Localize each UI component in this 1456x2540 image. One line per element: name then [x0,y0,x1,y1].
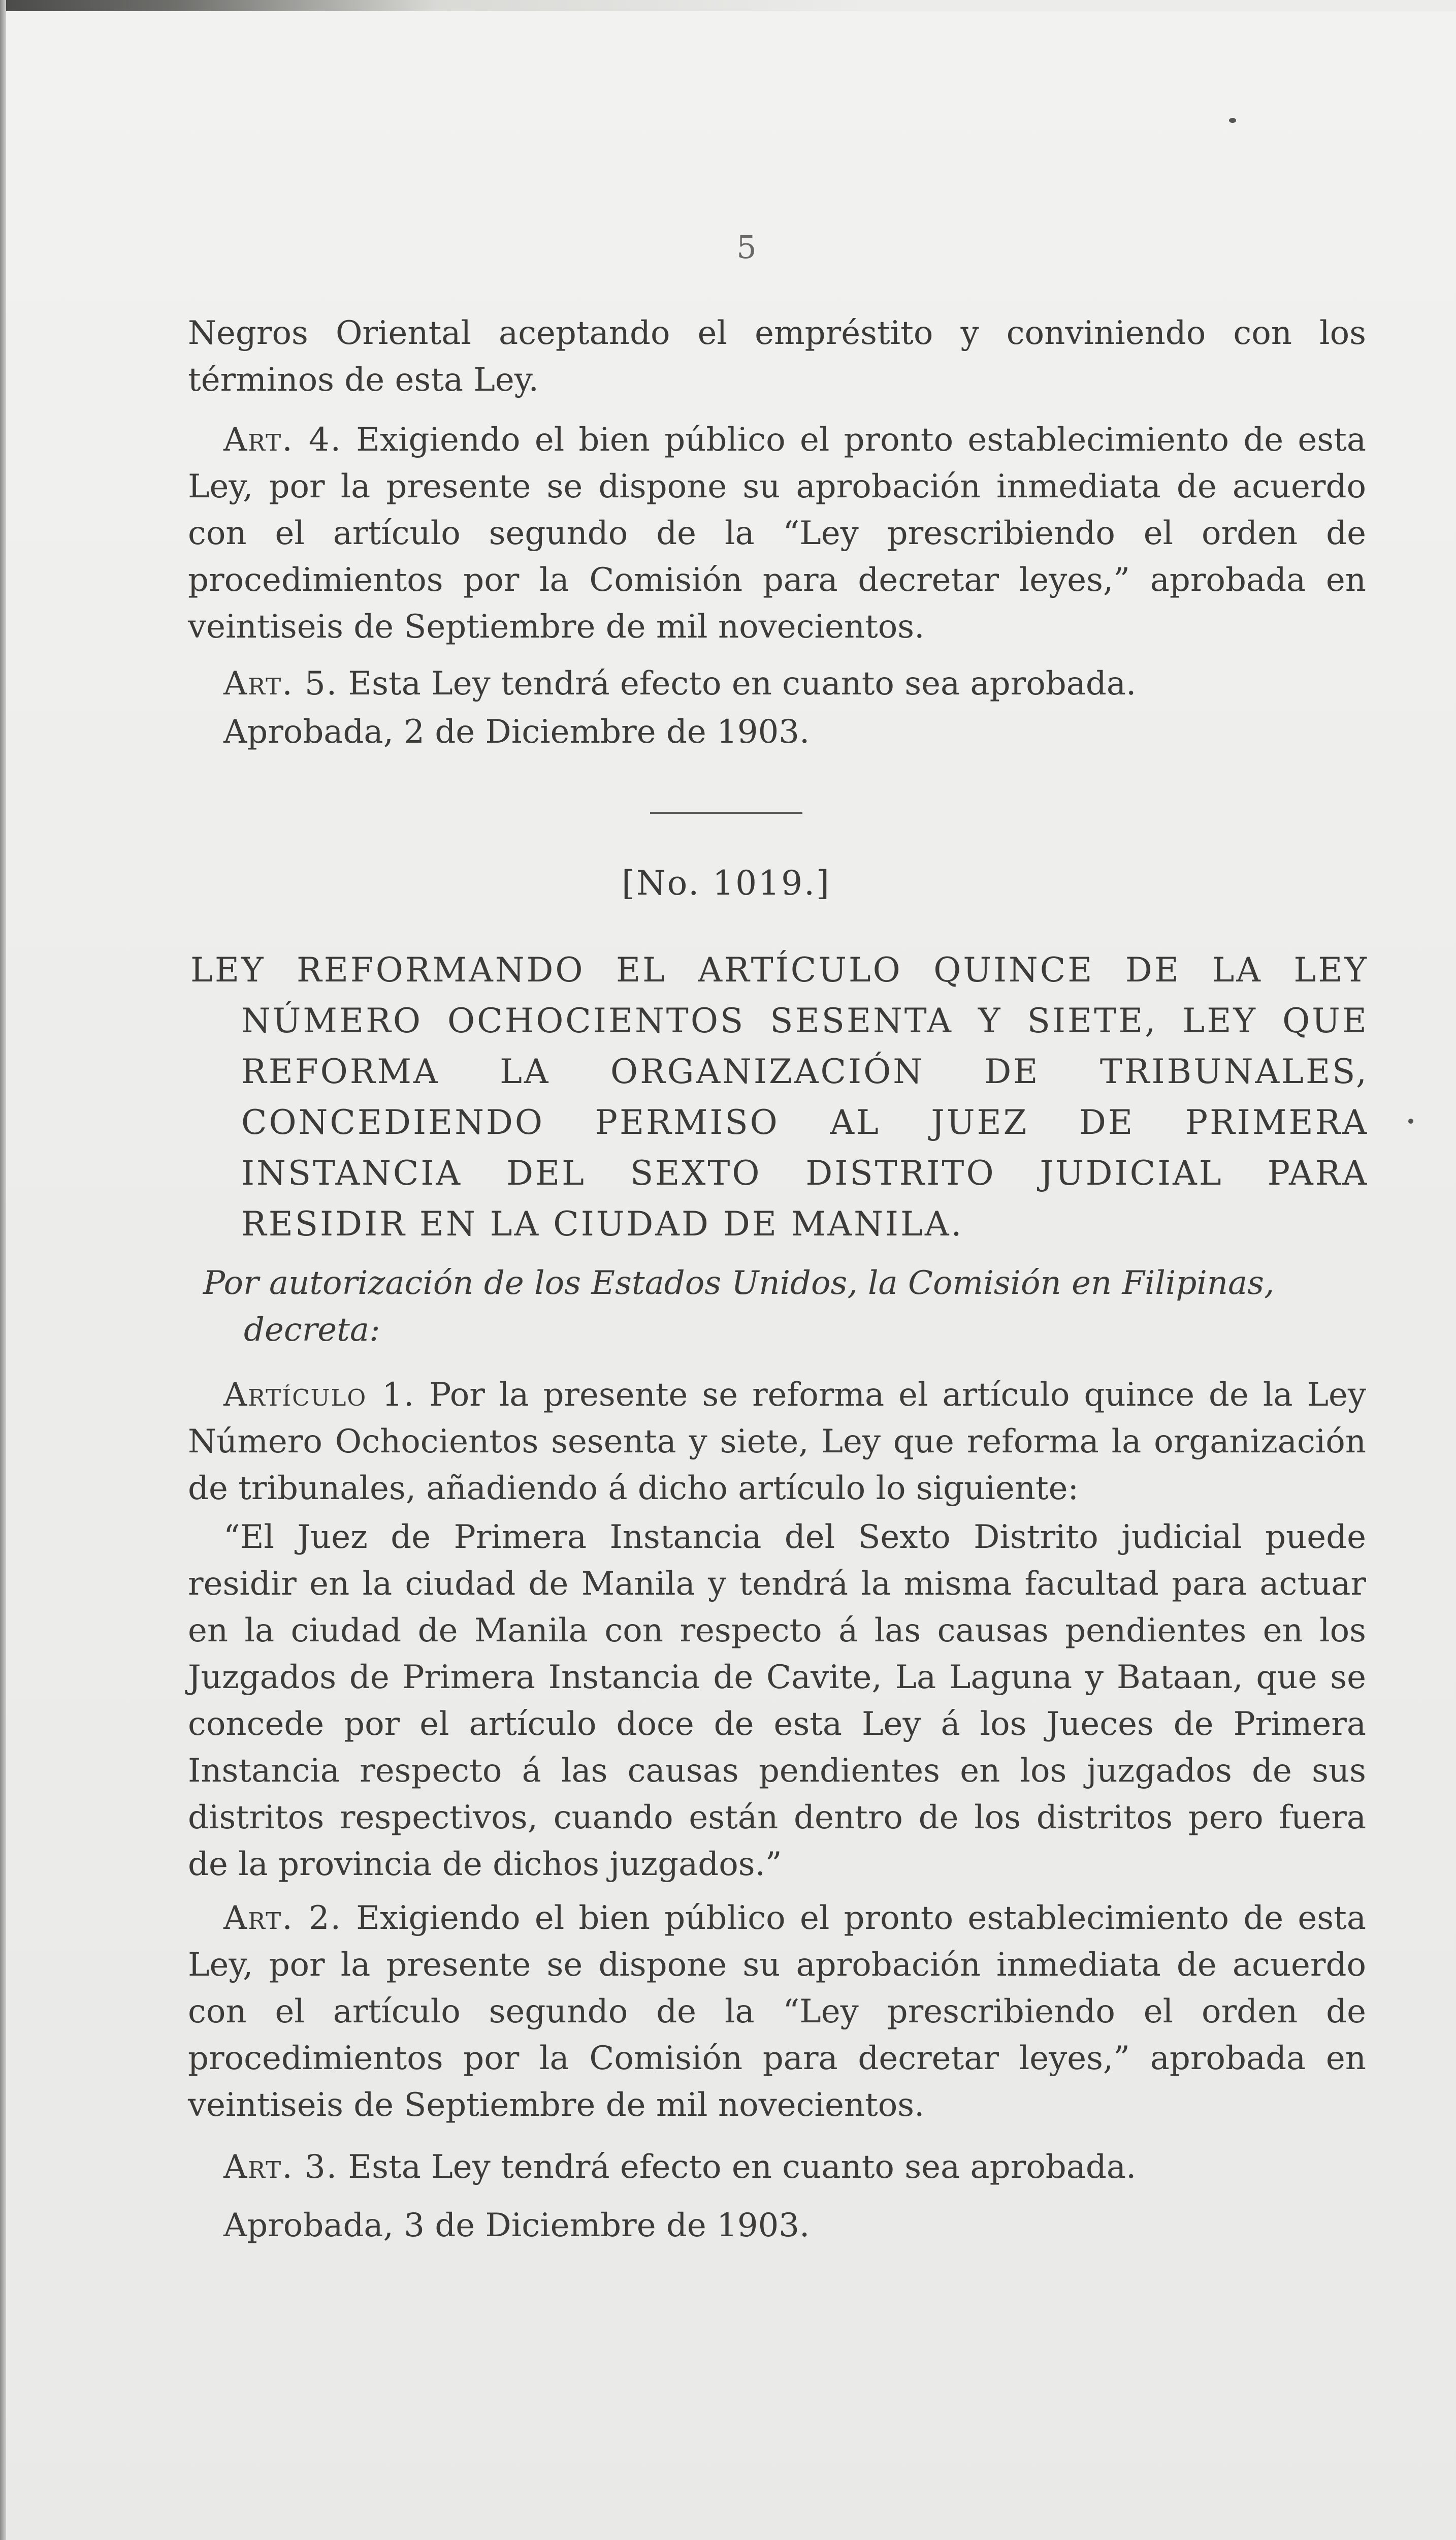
article-5-label: Art. 5. [223,665,338,703]
enacting-clause: Por autorización de los Estados Unidos, la Comisión en Filipinas, decreta: [203,1264,1275,1349]
article-3-paragraph [188,2144,1366,2190]
ink-speck [1408,1119,1413,1124]
approval-date-first [188,709,1366,755]
page-left-edge [0,0,6,2540]
page-top-edge [0,0,1456,11]
law-title: LEY REFORMANDO EL ARTÍCULO QUINCE DE LA LEY NÚMERO OCHOCIENTOS SESENTA Y SIETE, LEY QUE REFORMA LA ORGANIZACIÓN DE TRIBUNALES, CONCEDIENDO PERMISO AL JUEZ DE PRIMERA INSTANCIA DEL SEXTO DISTRITO JUDICIAL PARA RESIDIR EN LA CIUDAD DE MANILA. [190,950,1369,1244]
continuation-text: Negros Oriental aceptando el empréstito y conviniendo con los términos de esta Ley. [188,314,1366,399]
article-1-text: Por la presente se reforma el artículo quince de la Ley Número Ochocientos sesenta y siete, Ley que reforma la organización de tribunales, añadiendo á dicho artículo lo siguiente: [188,1376,1367,1507]
approval-text-first: Aprobada, 2 de Diciembre de 1903. [223,713,810,751]
law-number: [No. 1019.] [622,864,831,903]
quoted-amendment-text: “El Juez de Primera Instancia del Sexto Distrito judicial puede residir en la ciudad de Manila y tendrá la misma facultad para actuar en la ciudad de Manila con respecto á las causas pendientes en los Juzgados de Primera Instancia de Cavite, La Laguna y Bataan, que se concede por el artículo doce de esta Ley á los Jueces de Primera Instancia respecto á las causas pendientes en los juzgados de sus distritos respectivos, cuando están dentro de los distritos pero fuera de la provincia de dichos juzgados.” [188,1518,1366,1883]
approval-date-second [188,2202,1366,2249]
approval-text-second: Aprobada, 3 de Diciembre de 1903. [223,2207,810,2244]
quoted-amendment [188,1514,1366,1888]
article-4-paragraph [188,417,1366,650]
continuation-paragraph [188,310,1366,403]
article-4-text: Exigiendo el bien público el pronto establecimiento de esta Ley, por la presente se dispone su aprobación inmediata de acuerdo con el artículo segundo de la “Ley prescribiendo el orden de procedimientos por la Comisión para decretar leyes,” aprobada en veintiseis de Septiembre de mil novecientos. [188,421,1367,646]
article-2-label: Art. 2. [223,1899,342,1937]
article-3-label: Art. 3. [223,2148,338,2186]
article-2-text: Exigiendo el bien público el pronto establecimiento de esta Ley, por la presente se dispone su aprobación inmediata de acuerdo con el artículo segundo de la “Ley prescribiendo el orden de procedimientos por la Comisión para decretar leyes,” aprobada en veintiseis de Septiembre de mil novecientos. [188,1899,1367,2124]
article-5-paragraph [188,660,1366,707]
article-1-paragraph [188,1372,1366,1512]
article-5-text: Esta Ley tendrá efecto en cuanto sea aprobada. [348,665,1137,703]
article-3-text: Esta Ley tendrá efecto en cuanto sea aprobada. [348,2148,1137,2186]
article-2-paragraph [188,1895,1366,2129]
page-number: 5 [736,229,757,266]
section-divider [650,812,802,814]
ink-speck [1229,118,1236,123]
article-1-label: Artículo 1. [223,1376,415,1414]
article-4-label: Art. 4. [223,421,342,459]
